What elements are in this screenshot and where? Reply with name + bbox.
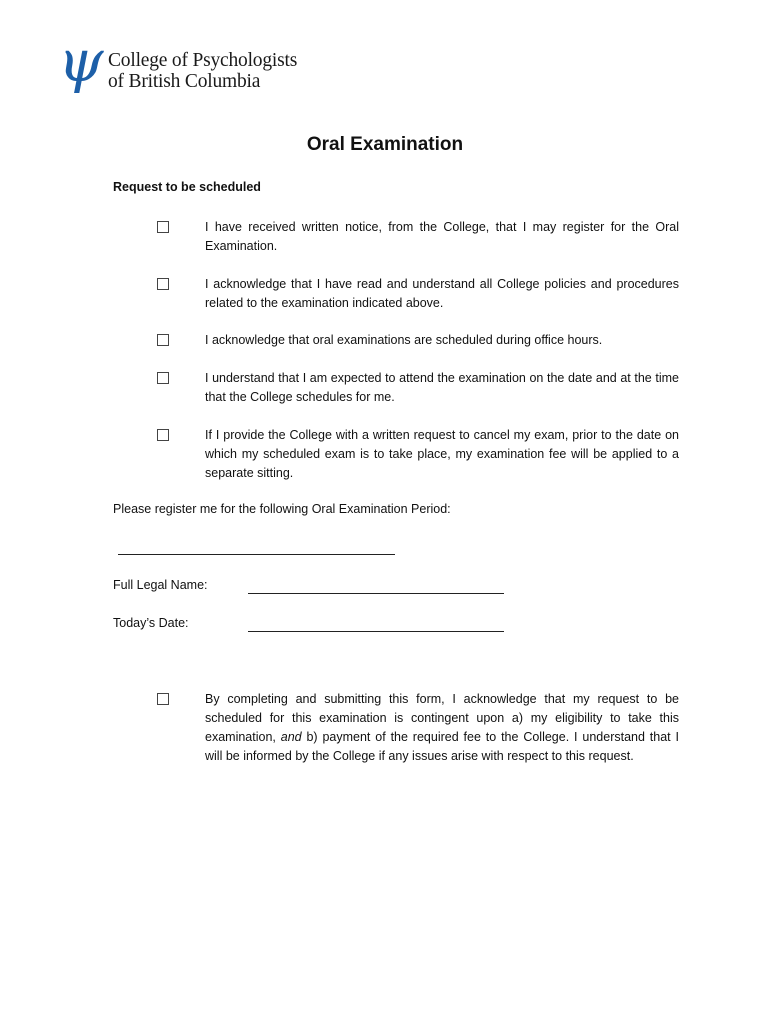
checklist-item xyxy=(157,426,679,483)
checkbox-attendance[interactable] xyxy=(157,372,169,384)
checkbox-office-hours[interactable] xyxy=(157,334,169,346)
checklist-item-text: I acknowledge that oral examinations are scheduled during office hours. xyxy=(205,333,603,347)
checkbox-acknowledgement[interactable] xyxy=(157,693,169,705)
page-title: Oral Examination xyxy=(306,134,464,155)
psi-logo-icon: ψ xyxy=(58,27,104,95)
logo-line-2: of British Columbia xyxy=(108,71,261,92)
acknowledgement-text-part-1: By completing and submitting this form, I acknowledge that my request to be scheduled for this examination is contingent upon a) my eligibility to take this examination, xyxy=(205,692,679,744)
checklist-item xyxy=(157,275,679,313)
section-subtitle: Request to be scheduled xyxy=(113,180,261,194)
date-label: Today’s Date: xyxy=(113,616,189,630)
checklist-item-text: I understand that I am expected to attend the examination on the date and at the time that the College schedules for me. xyxy=(205,371,679,404)
logo-line-1: College of Psychologists xyxy=(108,50,298,71)
acknowledgement-text-part-2: b) payment of the required fee to the College. I understand that I will be informed by the College if any issues arise with respect to this request. xyxy=(205,730,679,763)
period-prompt: Please register me for the following Oral Examination Period: xyxy=(113,502,451,516)
checklist-item xyxy=(157,331,679,350)
checklist-item xyxy=(157,690,679,766)
checklist-item-text: If I provide the College with a written request to cancel my exam, prior to the date on which my scheduled exam is to take place, my examination fee will be applied to a separate sitting. xyxy=(205,428,679,480)
checkbox-policies[interactable] xyxy=(157,278,169,290)
college-logo xyxy=(58,27,298,95)
checklist-item xyxy=(157,369,679,407)
period-input-line[interactable] xyxy=(118,554,395,555)
checkbox-cancellation[interactable] xyxy=(157,429,169,441)
acknowledgement-emphasis: and xyxy=(280,730,302,744)
date-input[interactable] xyxy=(248,613,504,632)
checklist-item-text: I have received written notice, from the College, that I may register for the Oral Examination. xyxy=(205,220,679,253)
full-name-input[interactable] xyxy=(248,575,504,594)
logo-text xyxy=(108,50,297,92)
acknowledgement-text xyxy=(205,690,679,766)
checkbox-written-notice[interactable] xyxy=(157,221,169,233)
checklist-item-text: I acknowledge that I have read and understand all College policies and procedures related to the examination indicated above. xyxy=(205,277,679,310)
checklist-item xyxy=(157,218,679,256)
full-name-label: Full Legal Name: xyxy=(113,578,208,592)
